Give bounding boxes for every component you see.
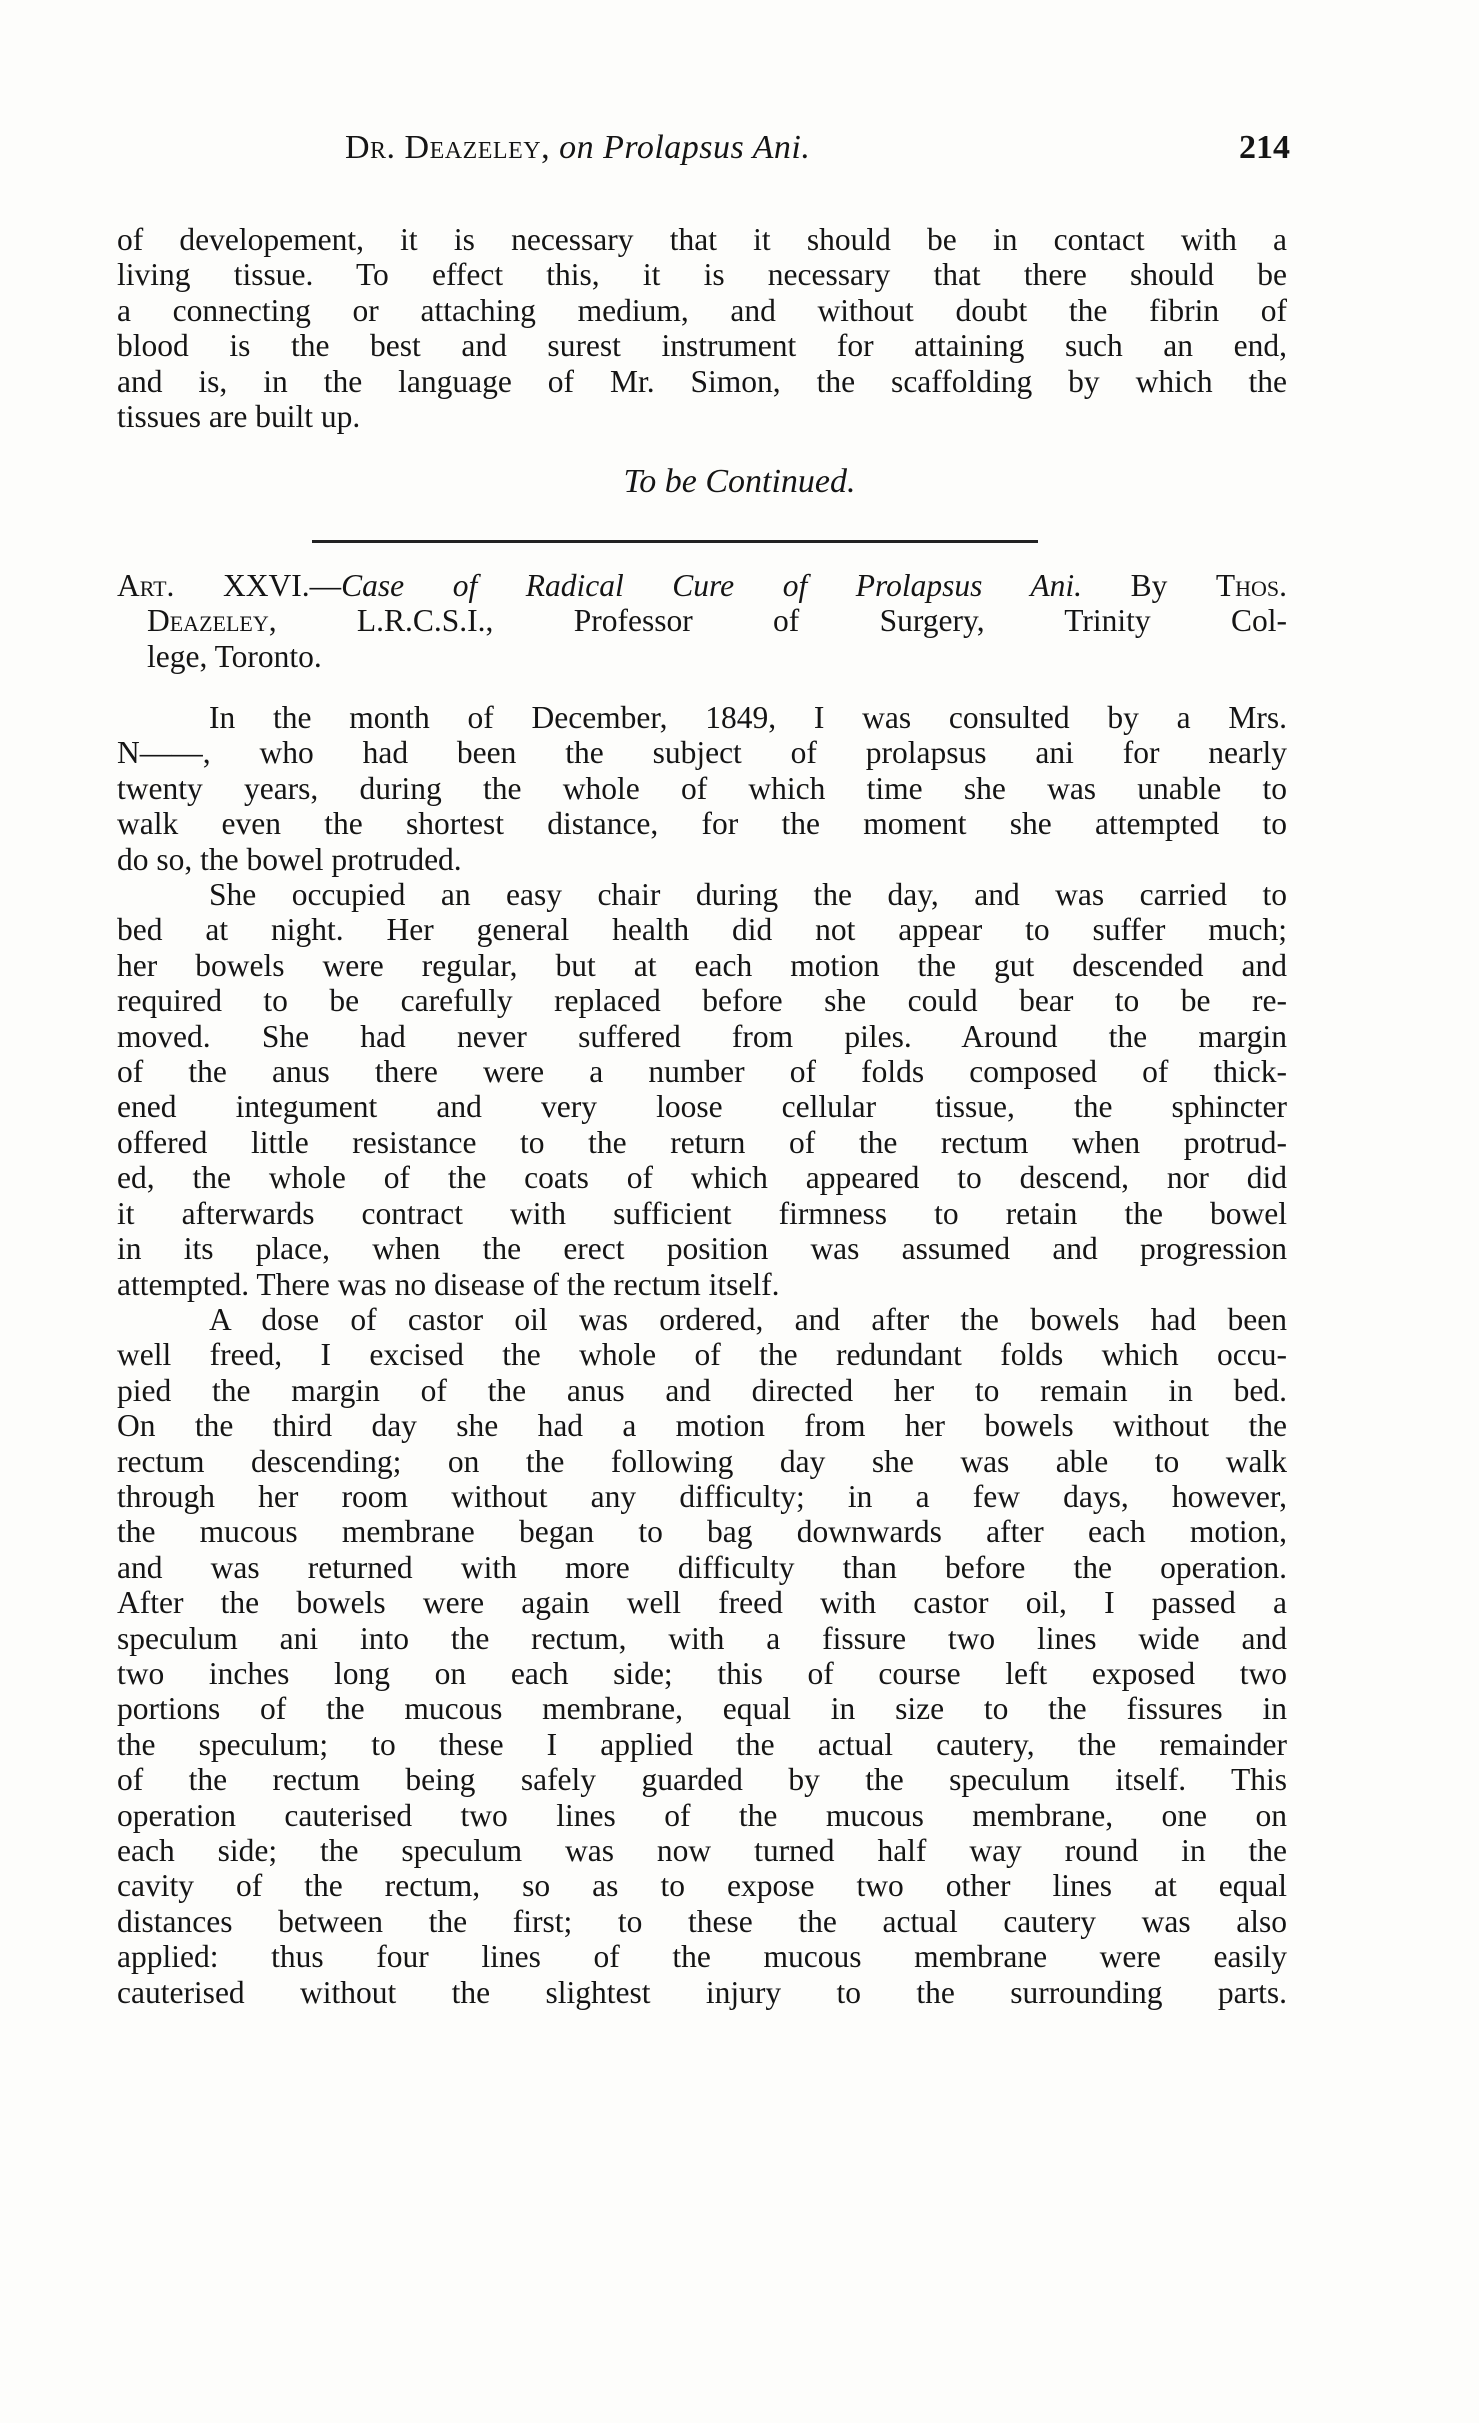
- text-line: the mucous membrane began to bag downwards after each motion,: [117, 1514, 1287, 1550]
- text-line: and was returned with more difficulty than before the operation.: [117, 1549, 1287, 1585]
- author-first-name: Thos.: [1215, 568, 1288, 603]
- article-number: XXVI.—: [223, 568, 342, 603]
- text-line: do so, the bowel protruded.: [117, 841, 462, 877]
- text-line: two inches long on each side; this of course left exposed two: [117, 1655, 1287, 1691]
- text-line: through her room without any difficulty; in a few days, however,: [117, 1478, 1287, 1514]
- text-line: pied the margin of the anus and directed her to remain in bed.: [117, 1372, 1287, 1408]
- text-line: it afterwards contract with sufficient firmness to retain the bowel: [117, 1195, 1287, 1231]
- text-line: bed at night. Her general health did not appear to suffer much;: [117, 912, 1287, 948]
- running-header: [345, 128, 1290, 168]
- text-line: ed, the whole of the coats of which appeared to descend, nor did: [117, 1160, 1287, 1196]
- text-line: After the bowels were again well freed with castor oil, I passed a: [117, 1585, 1287, 1621]
- text-line: A dose of castor oil was ordered, and after the bowels had been: [209, 1301, 1287, 1337]
- article-heading-line-2: [117, 603, 1287, 638]
- text-line: blood is the best and surest instrument for attaining such an end,: [117, 328, 1287, 364]
- paragraph-3: [117, 1302, 1287, 2010]
- text-line: walk even the shortest distance, for the moment she attempted to: [117, 806, 1287, 842]
- text-line: the speculum; to these I applied the actual cautery, the remainder: [117, 1726, 1287, 1762]
- text-line: cavity of the rectum, so as to expose two other lines at equal: [117, 1868, 1287, 1904]
- to-be-continued-note: To be Continued.: [623, 463, 856, 500]
- text-line: her bowels were regular, but at each motion the gut descended and: [117, 947, 1287, 983]
- author-last-name: Deazeley,: [147, 603, 277, 639]
- text-line: of developement, it is necessary that it should be in contact with a: [117, 222, 1287, 257]
- text-line: rectum descending; on the following day she was able to walk: [117, 1443, 1287, 1479]
- text-line: of the anus there were a number of folds composed of thick-: [117, 1054, 1287, 1090]
- text-line: portions of the mucous membrane, equal in size to the fissures in: [117, 1691, 1287, 1727]
- text-line: living tissue. To effect this, it is necessary that there should be: [117, 257, 1287, 293]
- text-line: required to be carefully replaced before she could bear to be re-: [117, 983, 1287, 1019]
- paragraph-1: [117, 700, 1287, 877]
- article-label: Art.: [117, 568, 175, 603]
- text-line: operation cauterised two lines of the mucous membrane, one on: [117, 1797, 1287, 1833]
- paragraph-2: [117, 877, 1287, 1302]
- text-line: She occupied an easy chair during the day, and was carried to: [209, 877, 1287, 913]
- text-line: On the third day she had a motion from her bowels without the: [117, 1408, 1287, 1444]
- text-line: of the rectum being safely guarded by the speculum itself. This: [117, 1762, 1287, 1798]
- article-heading-line-3: lege, Toronto.: [147, 638, 322, 674]
- text-line: and is, in the language of Mr. Simon, the scaffolding by which the: [117, 363, 1287, 399]
- text-line: attempted. There was no disease of the rectum itself.: [117, 1266, 780, 1302]
- text-line: speculum ani into the rectum, with a fissure two lines wide and: [117, 1620, 1287, 1656]
- text-line: ened integument and very loose cellular tissue, the sphincter: [117, 1089, 1287, 1125]
- article-heading: [117, 568, 1287, 674]
- continued-article-ending: [117, 222, 1287, 434]
- running-title: [345, 128, 810, 168]
- text-line: moved. She had never suffered from piles. Around the margin: [117, 1018, 1287, 1054]
- page-number: 214: [1239, 129, 1290, 166]
- text-line: each side; the speculum was now turned half way round in the: [117, 1833, 1287, 1868]
- running-title-subject: on Prolapsus Ani.: [559, 129, 811, 166]
- section-divider: [312, 540, 1038, 543]
- running-title-author: Dr. Deazeley,: [345, 129, 551, 166]
- text-line: distances between the first; to these the actual cautery was also: [117, 1903, 1287, 1939]
- text-line: applied: thus four lines of the mucous membrane were easily: [117, 1939, 1287, 1975]
- text-line: In the month of December, 1849, I was consulted by a Mrs.: [209, 700, 1287, 735]
- text-line: twenty years, during the whole of which time she was unable to: [117, 770, 1287, 806]
- article-heading-line-1: [117, 568, 1287, 603]
- article-body: [117, 700, 1287, 2010]
- text-line: offered little resistance to the return of the rectum when protrud-: [117, 1124, 1287, 1160]
- text-line: well freed, I excised the whole of the redundant folds which occu-: [117, 1337, 1287, 1373]
- text-line: a connecting or attaching medium, and without doubt the fibrin of: [117, 292, 1287, 328]
- text-line: cauterised without the slightest injury to the surrounding parts.: [117, 1974, 1287, 2010]
- byline-prefix: By: [1130, 568, 1168, 603]
- text-line: N——, who had been the subject of prolapsus ani for nearly: [117, 735, 1287, 771]
- text-line: in its place, when the erect position was assumed and progression: [117, 1231, 1287, 1267]
- text-line: tissues are built up.: [117, 399, 361, 435]
- article-title: Case of Radical Cure of Prolapsus Ani.: [341, 568, 1082, 603]
- author-credentials: L.R.C.S.I., Professor of Surgery, Trinity Col-: [356, 603, 1287, 639]
